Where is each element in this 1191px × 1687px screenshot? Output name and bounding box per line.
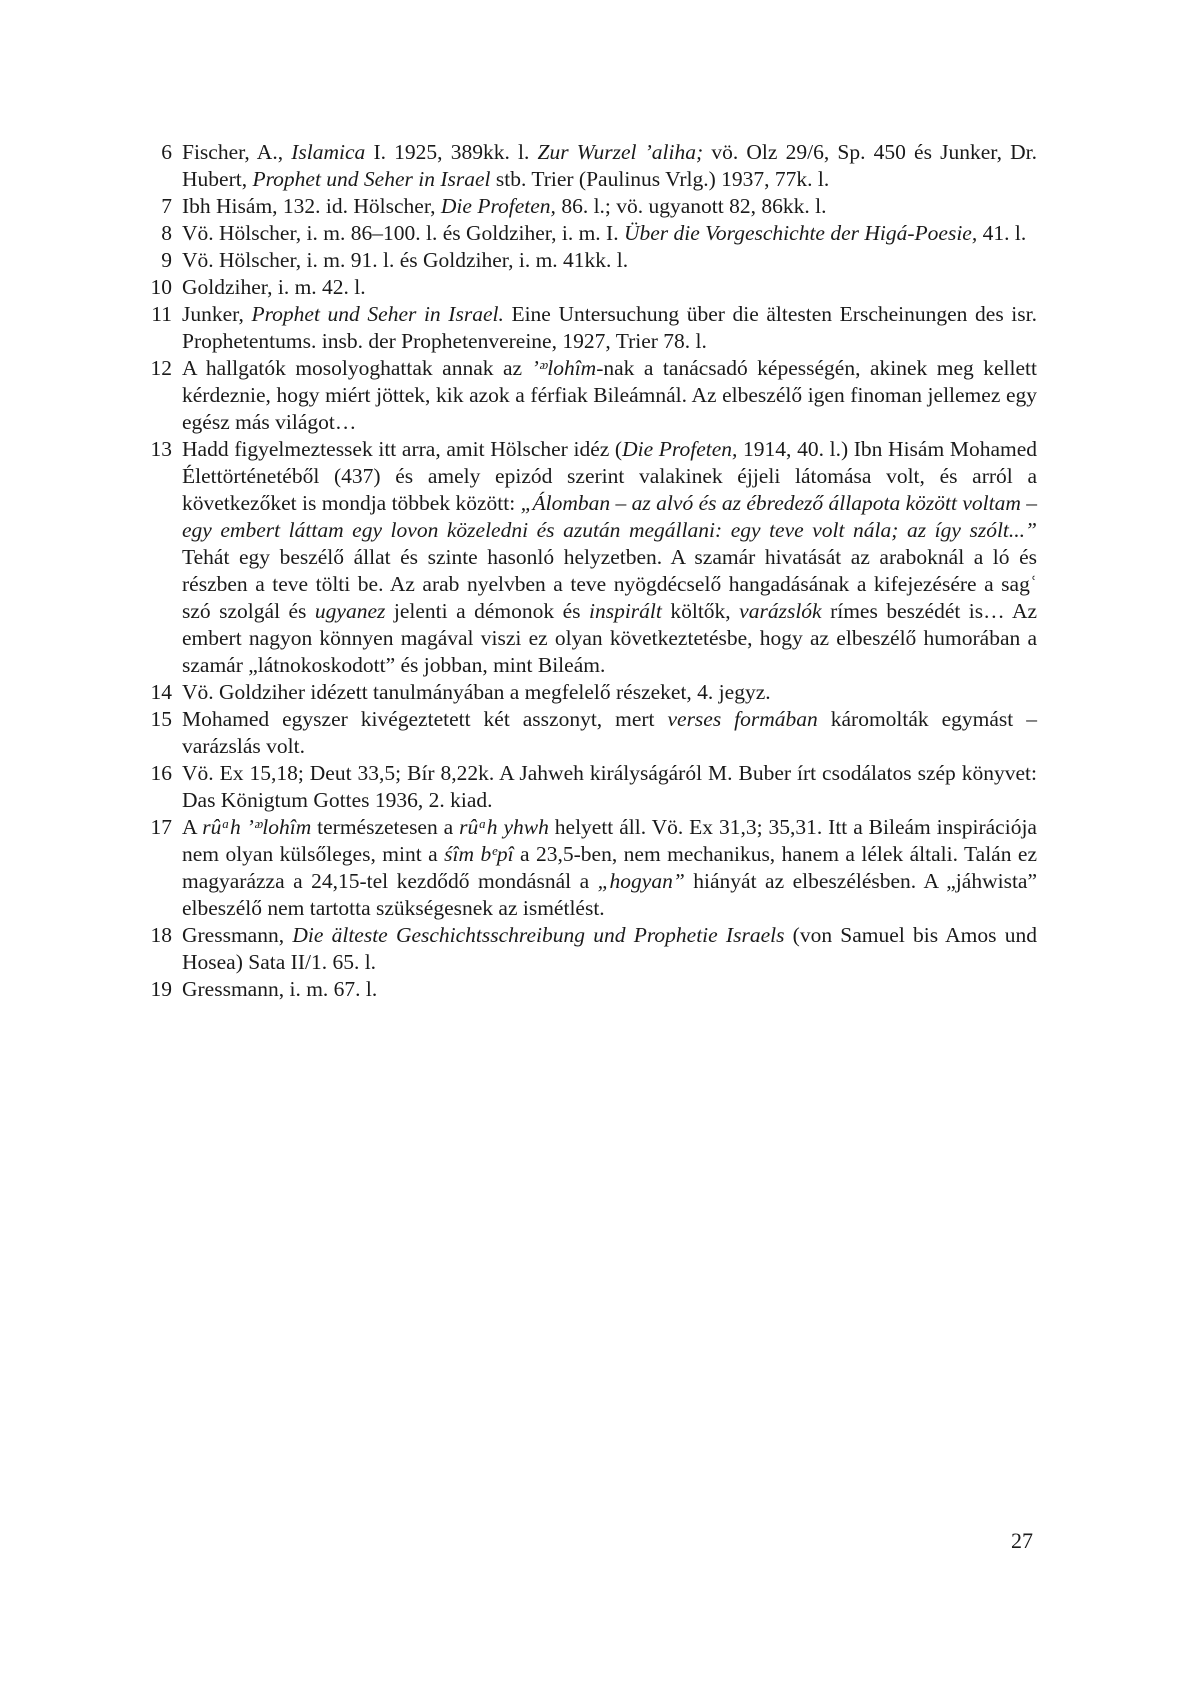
footnote-segment: Gressmann, i. m. 67. l.	[182, 977, 378, 1001]
footnotes-list	[142, 139, 1037, 1003]
footnote-segment: rímes beszédét is… Az embert nagyon könnyen magával viszi ez olyan következtetésbe, hogy az elbeszélő humorában a szamár „látnokoskodott” és jobban, mint Bileám.	[182, 599, 1038, 677]
footnote-text	[182, 355, 1037, 436]
footnote-number: 19	[150, 977, 172, 1001]
footnote-text	[182, 301, 1037, 355]
footnote-segment: (von Samuel bis Amos und Hosea) Sata II/1. 65. l.	[182, 923, 1037, 974]
footnote-italic-segment: „hogyan”	[597, 869, 685, 893]
footnote	[142, 274, 1037, 301]
footnote-number: 6	[161, 140, 172, 164]
footnote-text	[182, 436, 1037, 679]
footnote-segment: 1914, 40. l.) Ibn Hisám Mohamed Élettörténetéből (437) és amely epizód szerint valakinek éjjeli látomása volt, és arról a következőket is mondja többek között:	[182, 437, 1038, 515]
footnote	[142, 814, 1037, 922]
footnote-segment: Vö. Ex 15,18; Deut 33,5; Bír 8,22k. A Jahweh királyságáról M. Buber írt csodálatos szép könyvet: Das Königtum Gottes 1936, 2. kiad.	[182, 761, 1037, 812]
page-number: 27	[1011, 1528, 1033, 1553]
footnote-segment: Vö. Hölscher, i. m. 91. l. és Goldziher, i. m. 41kk. l.	[182, 248, 629, 272]
footnote-number: 15	[150, 707, 172, 731]
footnote	[142, 436, 1037, 679]
footnote-italic-segment: ’ᵆlohîm	[531, 356, 597, 380]
footnote-text	[182, 193, 1037, 220]
footnote-text	[182, 814, 1037, 922]
footnote-italic-segment: Die Profeten,	[440, 194, 556, 218]
footnote-number: 13	[150, 437, 172, 461]
footnote	[142, 139, 1037, 193]
footnote-segment: hiányát az elbeszélésben. A „jáhwista” elbeszélő nem tartotta szükségesnek az ismétlést.	[182, 869, 1038, 920]
footnote	[142, 976, 1037, 1003]
footnote-text	[182, 679, 1037, 706]
footnote-text	[182, 139, 1037, 193]
footnote-segment: A hallgatók mosolyoghattak annak az	[182, 356, 532, 380]
footnote-text	[182, 976, 1037, 1003]
footnote-number: 12	[150, 356, 172, 380]
footnote-italic-segment: rûᵃh ’ᵆlohîm	[202, 815, 312, 839]
footnote-segment: természetesen a	[311, 815, 460, 839]
footnote-segment: Ibh Hisám, 132. id. Hölscher,	[182, 194, 441, 218]
footnote-italic-segment: Prophet und Seher in Israel	[252, 167, 491, 191]
footnote-segment: Junker,	[182, 302, 252, 326]
footnote	[142, 355, 1037, 436]
footnote-number: 8	[161, 221, 172, 245]
footnote-segment: Eine Untersuchung über die ältesten Erscheinungen des isr. Prophetentums. insb. der Prophetenvereine, 1927, Trier 78. l.	[182, 302, 1037, 353]
footnote-text	[182, 760, 1037, 814]
footnote-segment: Vö. Hölscher, i. m. 86–100. l. és Goldziher, i. m. I.	[182, 221, 624, 245]
footnote-italic-segment: inspirált	[588, 599, 662, 623]
footnote-segment: -nak a tanácsadó képességén, akinek meg kellett kérdeznie, hogy miért jöttek, kik azok a férfiak Bileámnál. Az elbeszélő igen finoman jellemez egy egész más világot…	[182, 356, 1037, 434]
footnote-segment: káromolták egymást – varázslás volt.	[182, 707, 1037, 758]
footnote-italic-segment: „Álomban – az alvó és az ébredező állapota között voltam – egy embert láttam egy lovon közeledni és azután megállani: egy teve volt nála; az így szólt...”	[182, 491, 1037, 542]
footnote-segment: stb. Trier (Paulinus Vrlg.) 1937, 77k. l.	[490, 167, 830, 191]
footnote-segment: Gressmann,	[182, 923, 293, 947]
footnote-number: 16	[150, 761, 172, 785]
footnote-segment: helyett áll. Vö. Ex 31,3; 35,31. Itt a Bileám inspirációja nem olyan külsőleges, mint a	[182, 815, 1037, 866]
footnote-italic-segment: Über die Vorgeschichte der Higá-Poesie,	[623, 221, 978, 245]
footnote-segment: A	[182, 815, 203, 839]
footnote-segment: vö. Olz 29/6, Sp. 450 és Junker, Dr. Hubert,	[182, 140, 1037, 191]
footnote-italic-segment: verses formában	[667, 707, 818, 731]
footnote-text	[182, 922, 1037, 976]
footnote-segment: I. 1925, 389kk. l.	[365, 140, 538, 164]
footnote-segment: Fischer, A.,	[182, 140, 292, 164]
footnote-segment: jelenti a démonok és	[385, 599, 589, 623]
footnote-segment: költők,	[661, 599, 740, 623]
footnote-segment: Hadd figyelmeztessek itt arra, amit Hölscher idéz (	[182, 437, 623, 461]
footnote	[142, 679, 1037, 706]
footnote	[142, 760, 1037, 814]
footnote-italic-segment: Die Profeten,	[622, 437, 738, 461]
footnote-number: 11	[151, 302, 172, 326]
footnote	[142, 193, 1037, 220]
footnote-italic-segment: Prophet und Seher in Israel.	[251, 302, 504, 326]
footnote-segment: 41. l.	[977, 221, 1027, 245]
footnote-text	[182, 274, 1037, 301]
footnote-number: 17	[150, 815, 172, 839]
footnote-italic-segment: Zur Wurzel ’aliha;	[537, 140, 704, 164]
footnote-text	[182, 220, 1037, 247]
footnote-segment: Mohamed egyszer kivégeztetett két asszonyt, mert	[182, 707, 668, 731]
footnote-number: 10	[150, 275, 172, 299]
footnote-number: 18	[150, 923, 172, 947]
footnote	[142, 706, 1037, 760]
footnote-italic-segment: Die älteste Geschichtsschreibung und Prophetie Israels	[292, 923, 785, 947]
footnote-segment: Tehát egy beszélő állat és szinte hasonló helyzetben. A szamár hivatását az araboknál a ló és részben a teve tölti be. Az arab nyelvben a teve nyögdécselő hangadásának a kifejezésére a sagʿ szó szolgál és	[182, 545, 1037, 623]
footnote-text	[182, 706, 1037, 760]
footnote	[142, 922, 1037, 976]
footnote	[142, 301, 1037, 355]
footnote-text	[182, 247, 1037, 274]
footnote-segment: Vö. Goldziher idézett tanulmányában a megfelelő részeket, 4. jegyz.	[182, 680, 771, 704]
footnote-segment: 86. l.; vö. ugyanott 82, 86kk. l.	[555, 194, 827, 218]
footnote-segment: Goldziher, i. m. 42. l.	[182, 275, 366, 299]
footnote-number: 14	[150, 680, 172, 704]
footnote-number: 7	[161, 194, 172, 218]
footnote-segment: a 23,5-ben, nem mechanikus, hanem a lélek általi. Talán ez magyarázza a 24,15-tel kezdődő mondásnál a	[182, 842, 1037, 893]
footnote-italic-segment: Islamica	[291, 140, 366, 164]
footnote-italic-segment: rûᵃh yhwh	[459, 815, 549, 839]
footnote	[142, 220, 1037, 247]
footnote-italic-segment: śîm bᵉpî	[444, 842, 514, 866]
footnote-italic-segment: ugyanez	[314, 599, 386, 623]
footnote-italic-segment: varázslók	[739, 599, 822, 623]
footnote	[142, 247, 1037, 274]
footnote-number: 9	[161, 248, 172, 272]
